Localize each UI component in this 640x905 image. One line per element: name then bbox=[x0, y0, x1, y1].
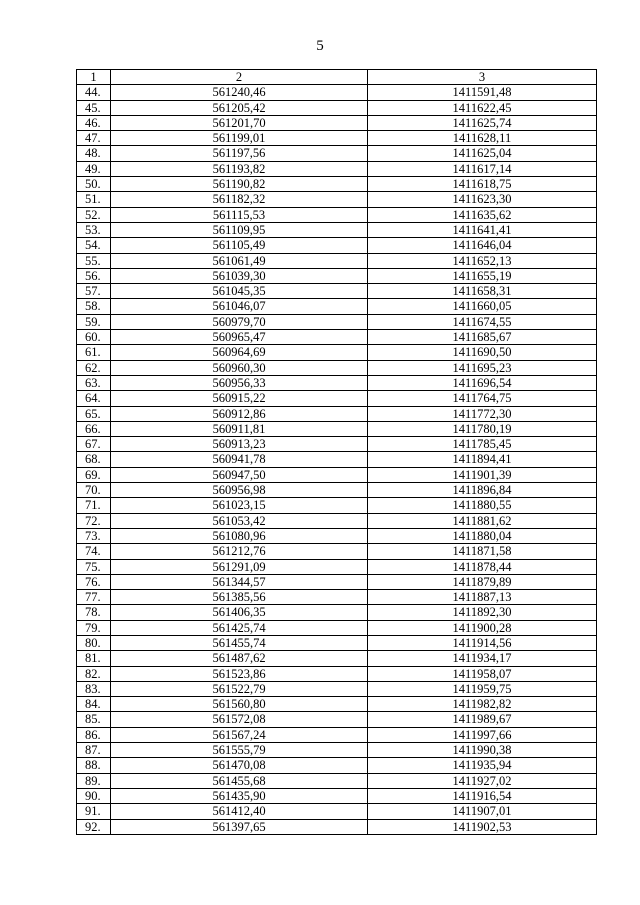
y-coordinate-cell: 1411894,41 bbox=[368, 452, 597, 467]
y-coordinate-cell: 1411907,01 bbox=[368, 804, 597, 819]
table-row bbox=[77, 345, 597, 360]
table-header-row bbox=[77, 70, 597, 85]
table-row bbox=[77, 406, 597, 421]
table-row bbox=[77, 635, 597, 650]
row-number-cell: 86. bbox=[77, 727, 111, 742]
y-coordinate-cell: 1411655,19 bbox=[368, 268, 597, 283]
x-coordinate-cell: 561455,68 bbox=[111, 773, 368, 788]
row-number-cell: 82. bbox=[77, 666, 111, 681]
x-coordinate-cell: 560979,70 bbox=[111, 314, 368, 329]
y-coordinate-cell: 1411934,17 bbox=[368, 651, 597, 666]
row-number-cell: 58. bbox=[77, 299, 111, 314]
table-row bbox=[77, 268, 597, 283]
y-coordinate-cell: 1411641,41 bbox=[368, 222, 597, 237]
row-number-cell: 57. bbox=[77, 284, 111, 299]
table-row bbox=[77, 788, 597, 803]
x-coordinate-cell: 561397,65 bbox=[111, 819, 368, 834]
x-coordinate-cell: 561182,32 bbox=[111, 192, 368, 207]
x-coordinate-cell: 560960,30 bbox=[111, 360, 368, 375]
x-coordinate-cell: 560911,81 bbox=[111, 421, 368, 436]
table-row bbox=[77, 360, 597, 375]
y-coordinate-cell: 1411625,74 bbox=[368, 115, 597, 130]
y-coordinate-cell: 1411902,53 bbox=[368, 819, 597, 834]
y-coordinate-cell: 1411900,28 bbox=[368, 620, 597, 635]
table-row bbox=[77, 712, 597, 727]
row-number-cell: 90. bbox=[77, 788, 111, 803]
table-row bbox=[77, 375, 597, 390]
row-number-cell: 46. bbox=[77, 115, 111, 130]
row-number-cell: 70. bbox=[77, 483, 111, 498]
y-coordinate-cell: 1411625,04 bbox=[368, 146, 597, 161]
table-row bbox=[77, 727, 597, 742]
column-header-x: 2 bbox=[111, 70, 368, 85]
table-row bbox=[77, 681, 597, 696]
table-row bbox=[77, 131, 597, 146]
row-number-cell: 49. bbox=[77, 161, 111, 176]
y-coordinate-cell: 1411622,45 bbox=[368, 100, 597, 115]
y-coordinate-cell: 1411623,30 bbox=[368, 192, 597, 207]
x-coordinate-cell: 561455,74 bbox=[111, 635, 368, 650]
x-coordinate-cell: 561567,24 bbox=[111, 727, 368, 742]
table-row bbox=[77, 773, 597, 788]
row-number-cell: 80. bbox=[77, 635, 111, 650]
row-number-cell: 88. bbox=[77, 758, 111, 773]
row-number-cell: 64. bbox=[77, 391, 111, 406]
column-header-number: 1 bbox=[77, 70, 111, 85]
row-number-cell: 56. bbox=[77, 268, 111, 283]
x-coordinate-cell: 561240,46 bbox=[111, 85, 368, 100]
table-row bbox=[77, 192, 597, 207]
y-coordinate-cell: 1411914,56 bbox=[368, 635, 597, 650]
row-number-cell: 75. bbox=[77, 559, 111, 574]
y-coordinate-cell: 1411896,84 bbox=[368, 483, 597, 498]
row-number-cell: 79. bbox=[77, 620, 111, 635]
table-row bbox=[77, 651, 597, 666]
y-coordinate-cell: 1411674,55 bbox=[368, 314, 597, 329]
table-row bbox=[77, 804, 597, 819]
x-coordinate-cell: 561039,30 bbox=[111, 268, 368, 283]
table-row bbox=[77, 115, 597, 130]
x-coordinate-cell: 561193,82 bbox=[111, 161, 368, 176]
table-row bbox=[77, 330, 597, 345]
y-coordinate-cell: 1411989,67 bbox=[368, 712, 597, 727]
x-coordinate-cell: 561212,76 bbox=[111, 544, 368, 559]
row-number-cell: 87. bbox=[77, 743, 111, 758]
x-coordinate-cell: 560941,78 bbox=[111, 452, 368, 467]
x-coordinate-cell: 561023,15 bbox=[111, 498, 368, 513]
row-number-cell: 72. bbox=[77, 513, 111, 528]
table-row bbox=[77, 391, 597, 406]
x-coordinate-cell: 561061,49 bbox=[111, 253, 368, 268]
y-coordinate-cell: 1411916,54 bbox=[368, 788, 597, 803]
table-row bbox=[77, 574, 597, 589]
x-coordinate-cell: 561291,09 bbox=[111, 559, 368, 574]
y-coordinate-cell: 1411618,75 bbox=[368, 177, 597, 192]
row-number-cell: 59. bbox=[77, 314, 111, 329]
table-row bbox=[77, 284, 597, 299]
table-row bbox=[77, 559, 597, 574]
row-number-cell: 48. bbox=[77, 146, 111, 161]
x-coordinate-cell: 561425,74 bbox=[111, 620, 368, 635]
x-coordinate-cell: 561109,95 bbox=[111, 222, 368, 237]
column-header-y: 3 bbox=[368, 70, 597, 85]
y-coordinate-cell: 1411696,54 bbox=[368, 375, 597, 390]
x-coordinate-cell: 561385,56 bbox=[111, 590, 368, 605]
row-number-cell: 76. bbox=[77, 574, 111, 589]
row-number-cell: 61. bbox=[77, 345, 111, 360]
x-coordinate-cell: 561406,35 bbox=[111, 605, 368, 620]
row-number-cell: 89. bbox=[77, 773, 111, 788]
row-number-cell: 52. bbox=[77, 207, 111, 222]
row-number-cell: 60. bbox=[77, 330, 111, 345]
y-coordinate-cell: 1411591,48 bbox=[368, 85, 597, 100]
row-number-cell: 47. bbox=[77, 131, 111, 146]
x-coordinate-cell: 560956,33 bbox=[111, 375, 368, 390]
y-coordinate-cell: 1411880,04 bbox=[368, 528, 597, 543]
row-number-cell: 74. bbox=[77, 544, 111, 559]
y-coordinate-cell: 1411997,66 bbox=[368, 727, 597, 742]
row-number-cell: 69. bbox=[77, 467, 111, 482]
y-coordinate-cell: 1411887,13 bbox=[368, 590, 597, 605]
y-coordinate-cell: 1411690,50 bbox=[368, 345, 597, 360]
x-coordinate-cell: 561560,80 bbox=[111, 697, 368, 712]
x-coordinate-cell: 561046,07 bbox=[111, 299, 368, 314]
x-coordinate-cell: 560964,69 bbox=[111, 345, 368, 360]
table-row bbox=[77, 498, 597, 513]
table-row bbox=[77, 85, 597, 100]
y-coordinate-cell: 1411617,14 bbox=[368, 161, 597, 176]
row-number-cell: 54. bbox=[77, 238, 111, 253]
table-row bbox=[77, 452, 597, 467]
table-row bbox=[77, 666, 597, 681]
row-number-cell: 81. bbox=[77, 651, 111, 666]
table-row bbox=[77, 100, 597, 115]
x-coordinate-cell: 561412,40 bbox=[111, 804, 368, 819]
y-coordinate-cell: 1411880,55 bbox=[368, 498, 597, 513]
y-coordinate-cell: 1411871,58 bbox=[368, 544, 597, 559]
y-coordinate-cell: 1411982,82 bbox=[368, 697, 597, 712]
y-coordinate-cell: 1411652,13 bbox=[368, 253, 597, 268]
page-number: 5 bbox=[316, 38, 324, 54]
row-number-cell: 67. bbox=[77, 437, 111, 452]
y-coordinate-cell: 1411646,04 bbox=[368, 238, 597, 253]
table-row bbox=[77, 544, 597, 559]
row-number-cell: 68. bbox=[77, 452, 111, 467]
y-coordinate-cell: 1411959,75 bbox=[368, 681, 597, 696]
table-row bbox=[77, 467, 597, 482]
table-row bbox=[77, 528, 597, 543]
table-row bbox=[77, 620, 597, 635]
row-number-cell: 62. bbox=[77, 360, 111, 375]
row-number-cell: 53. bbox=[77, 222, 111, 237]
table-row bbox=[77, 161, 597, 176]
row-number-cell: 71. bbox=[77, 498, 111, 513]
row-number-cell: 51. bbox=[77, 192, 111, 207]
table-row bbox=[77, 299, 597, 314]
table-row bbox=[77, 758, 597, 773]
x-coordinate-cell: 561045,35 bbox=[111, 284, 368, 299]
y-coordinate-cell: 1411764,75 bbox=[368, 391, 597, 406]
row-number-cell: 73. bbox=[77, 528, 111, 543]
table-row bbox=[77, 743, 597, 758]
row-number-cell: 44. bbox=[77, 85, 111, 100]
x-coordinate-cell: 561470,08 bbox=[111, 758, 368, 773]
x-coordinate-cell: 561555,79 bbox=[111, 743, 368, 758]
row-number-cell: 65. bbox=[77, 406, 111, 421]
y-coordinate-cell: 1411695,23 bbox=[368, 360, 597, 375]
table-row bbox=[77, 483, 597, 498]
row-number-cell: 92. bbox=[77, 819, 111, 834]
table-row bbox=[77, 253, 597, 268]
x-coordinate-cell: 560913,23 bbox=[111, 437, 368, 452]
x-coordinate-cell: 561487,62 bbox=[111, 651, 368, 666]
x-coordinate-cell: 560915,22 bbox=[111, 391, 368, 406]
table-row bbox=[77, 697, 597, 712]
x-coordinate-cell: 560956,98 bbox=[111, 483, 368, 498]
y-coordinate-cell: 1411935,94 bbox=[368, 758, 597, 773]
y-coordinate-cell: 1411635,62 bbox=[368, 207, 597, 222]
y-coordinate-cell: 1411927,02 bbox=[368, 773, 597, 788]
row-number-cell: 78. bbox=[77, 605, 111, 620]
row-number-cell: 55. bbox=[77, 253, 111, 268]
x-coordinate-cell: 561115,53 bbox=[111, 207, 368, 222]
x-coordinate-cell: 560947,50 bbox=[111, 467, 368, 482]
row-number-cell: 91. bbox=[77, 804, 111, 819]
x-coordinate-cell: 561572,08 bbox=[111, 712, 368, 727]
y-coordinate-cell: 1411660,05 bbox=[368, 299, 597, 314]
table-row bbox=[77, 513, 597, 528]
y-coordinate-cell: 1411879,89 bbox=[368, 574, 597, 589]
x-coordinate-cell: 561080,96 bbox=[111, 528, 368, 543]
row-number-cell: 50. bbox=[77, 177, 111, 192]
table-row bbox=[77, 421, 597, 436]
y-coordinate-cell: 1411892,30 bbox=[368, 605, 597, 620]
x-coordinate-cell: 561199,01 bbox=[111, 131, 368, 146]
y-coordinate-cell: 1411785,45 bbox=[368, 437, 597, 452]
table-row bbox=[77, 146, 597, 161]
table-row bbox=[77, 314, 597, 329]
table-body bbox=[77, 85, 597, 835]
y-coordinate-cell: 1411772,30 bbox=[368, 406, 597, 421]
x-coordinate-cell: 561435,90 bbox=[111, 788, 368, 803]
x-coordinate-cell: 561201,70 bbox=[111, 115, 368, 130]
row-number-cell: 85. bbox=[77, 712, 111, 727]
table-row bbox=[77, 590, 597, 605]
y-coordinate-cell: 1411901,39 bbox=[368, 467, 597, 482]
table-row bbox=[77, 177, 597, 192]
y-coordinate-cell: 1411958,07 bbox=[368, 666, 597, 681]
row-number-cell: 63. bbox=[77, 375, 111, 390]
x-coordinate-cell: 561205,42 bbox=[111, 100, 368, 115]
x-coordinate-cell: 561522,79 bbox=[111, 681, 368, 696]
row-number-cell: 83. bbox=[77, 681, 111, 696]
x-coordinate-cell: 561190,82 bbox=[111, 177, 368, 192]
table-row bbox=[77, 222, 597, 237]
y-coordinate-cell: 1411658,31 bbox=[368, 284, 597, 299]
x-coordinate-cell: 560965,47 bbox=[111, 330, 368, 345]
y-coordinate-cell: 1411878,44 bbox=[368, 559, 597, 574]
row-number-cell: 66. bbox=[77, 421, 111, 436]
y-coordinate-cell: 1411990,38 bbox=[368, 743, 597, 758]
row-number-cell: 84. bbox=[77, 697, 111, 712]
table-row bbox=[77, 819, 597, 834]
x-coordinate-cell: 560912,86 bbox=[111, 406, 368, 421]
x-coordinate-cell: 561053,42 bbox=[111, 513, 368, 528]
x-coordinate-cell: 561197,56 bbox=[111, 146, 368, 161]
table-row bbox=[77, 238, 597, 253]
y-coordinate-cell: 1411628,11 bbox=[368, 131, 597, 146]
row-number-cell: 77. bbox=[77, 590, 111, 605]
table-row bbox=[77, 605, 597, 620]
y-coordinate-cell: 1411881,62 bbox=[368, 513, 597, 528]
row-number-cell: 45. bbox=[77, 100, 111, 115]
table-row bbox=[77, 207, 597, 222]
y-coordinate-cell: 1411780,19 bbox=[368, 421, 597, 436]
x-coordinate-cell: 561523,86 bbox=[111, 666, 368, 681]
coordinates-table bbox=[76, 69, 597, 835]
x-coordinate-cell: 561344,57 bbox=[111, 574, 368, 589]
table-row bbox=[77, 437, 597, 452]
y-coordinate-cell: 1411685,67 bbox=[368, 330, 597, 345]
x-coordinate-cell: 561105,49 bbox=[111, 238, 368, 253]
